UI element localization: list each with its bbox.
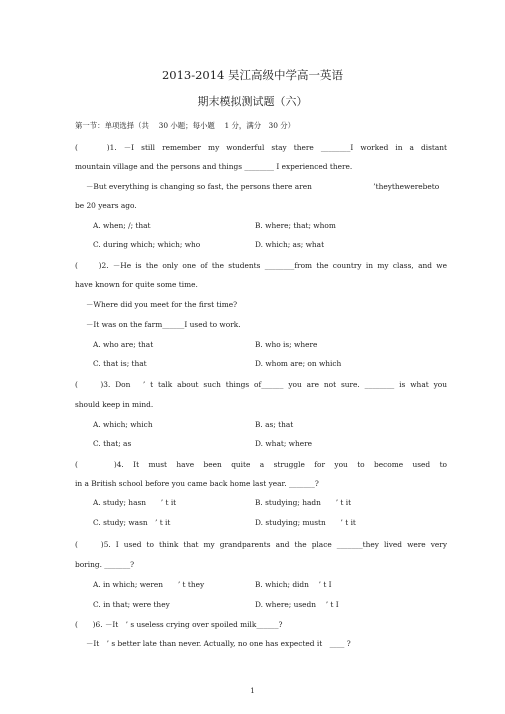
q4-option-b: B. studying; hadn ’ t it <box>255 498 352 507</box>
q3-option-c: C. that; as <box>93 439 132 448</box>
document-subtitle: 期末模拟测试题（六） <box>197 95 308 108</box>
q2-option-d: D. whom are; on which <box>255 359 342 368</box>
q2-option-a: A. who are; that <box>93 340 154 349</box>
q3-line-2: should keep in mind. <box>75 400 154 409</box>
q2-line-1: ( )2. －He is the only one of the students ________from the country in my class, and we <box>75 261 447 270</box>
q5-line-1: ( )5. I used to think that my grandparents and the place _______they lived were very <box>75 540 447 549</box>
q1-option-c: C. during which; which; who <box>93 240 201 249</box>
page-number: 1 <box>250 687 255 695</box>
q1-line-1: ( )1. －I still remember my wonderful stay there ________I worked in a distant <box>75 143 447 152</box>
q6-line-2: －It ’ s better late than never. Actually, no one has expected it ____ ? <box>86 639 351 648</box>
q5-option-c: C. in that; were they <box>93 600 170 609</box>
q2-line-3: －Where did you meet for the first time? <box>86 300 238 309</box>
q5-line-2: boring. _______? <box>75 560 135 569</box>
q4-option-a: A. study; hasn ’ t it <box>93 498 177 507</box>
q3-line-1: ( )3. Don ’ t talk about such things of______ you are not sure. ________ is what you <box>75 380 447 389</box>
q4-option-c: C. study; wasn ’ t it <box>93 518 171 527</box>
q1-line-3: －But everything is changing so fast, the persons there aren ’theythewerebeto <box>86 182 440 191</box>
q1-option-a: A. when; /; that <box>93 221 151 230</box>
q4-option-d: D. studying; mustn ’ t it <box>255 518 356 527</box>
q2-line-4: －It was on the farm______I used to work. <box>86 320 241 329</box>
q6-line-1: ( )6. －It ’ s useless crying over spoiled milk______? <box>75 620 283 629</box>
q1-option-d: D. which; as; what <box>255 240 325 249</box>
q1-line-2: mountain village and the persons and things ________ I experienced there. <box>75 162 353 171</box>
q2-option-c: C. that is; that <box>93 359 147 368</box>
document-title: 2013-2014 吴江高级中学高一英语 <box>161 68 344 82</box>
q3-option-b: B. as; that <box>255 420 294 429</box>
q3-option-d: D. what; where <box>255 439 313 448</box>
q1-line-4: be 20 years ago. <box>75 201 137 210</box>
section-heading: 第一节：单项选择（共 30 小题；每小题 1 分，满分 30 分） <box>75 121 296 130</box>
q1-option-b: B. where; that; whom <box>255 221 336 230</box>
q2-option-b: B. who is; where <box>255 340 318 349</box>
q5-option-b: B. which; didn ’ t I <box>255 580 332 589</box>
q2-line-2: have known for quite some time. <box>75 280 198 289</box>
q4-line-1: ( )4. It must have been quite a struggle for you to become used to <box>75 460 447 469</box>
q3-option-a: A. which; which <box>93 420 153 429</box>
q4-line-2: in a British school before you came back home last year. _______? <box>75 479 319 488</box>
q5-option-d: D. where; usedn ’ t I <box>255 600 339 609</box>
q5-option-a: A. in which; weren ’ t they <box>93 580 205 589</box>
